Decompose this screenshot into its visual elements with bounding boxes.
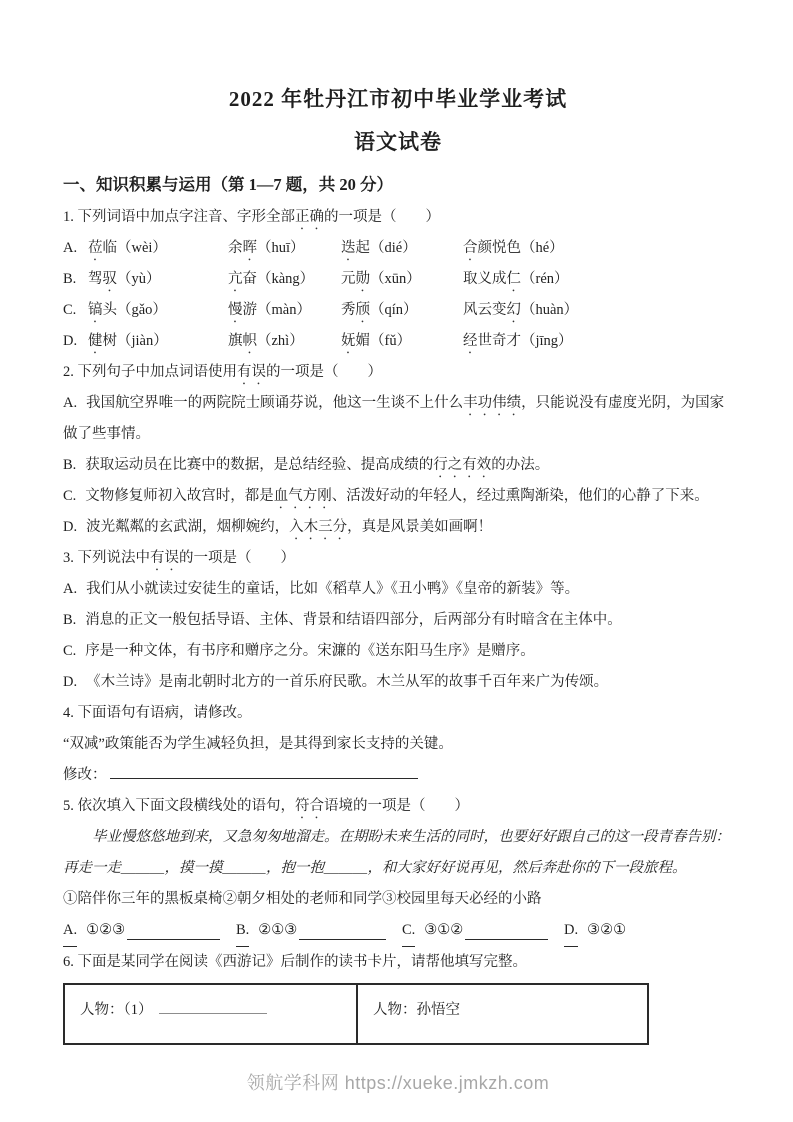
option-item: 亢奋（kàng） [228,271,315,287]
q5-items-line: ①陪伴你三年的黑板桌椅②朝夕相处的老师和同学③校园里每天必经的小路 [63,891,542,907]
option-text: 我国航空界唯一的两院院士顾诵芬说，他这一生谈不上什么丰功伟绩，只能说没有虚度光阴，为国家做了些事情。 [63,395,725,442]
option-item: 迭起（dié） [341,240,417,256]
option-label: B. [63,457,77,473]
q2-stem: 2. 下列句子中加点词语使用有误的一项是（ ） [63,364,382,380]
option-item: 余晖（huī） [228,240,305,256]
q1-option-row-d [63,326,733,357]
q3-stem: 3. 下列说法中有误的一项是（ ） [63,550,295,566]
q4-revise-line [63,760,733,791]
q6-reading-card [63,983,649,1045]
option-trail-line [465,915,548,940]
option-label: A. [63,581,78,597]
q4-revise-label: 修改： [63,767,107,783]
option-label: C. [63,643,77,659]
option-item: 妩媚（fǔ） [341,333,412,349]
option-label: D. [564,915,578,947]
q1-option-row-a [63,233,733,264]
option-item: 镐头（gǎo） [88,302,167,318]
q3-option-b [63,605,733,636]
option-label: D. [63,333,78,349]
q2-option-b [63,450,733,481]
q5-options-row [63,915,733,947]
option-text: 消息的正文一般包括导语、主体、背景和结语四部分，后两部分有时暗含在主体中。 [85,612,622,628]
option-item: 取义成仁（rén） [463,271,569,287]
option-label: B. [63,612,77,628]
option-label: C. [63,302,77,318]
option-label: A. [63,915,77,947]
option-label: C. [402,915,415,947]
q6-card-left-label: 人物：（1） [80,1002,153,1018]
exam-title: 2022 年牡丹江市初中毕业学业考试 [228,87,568,111]
option-label: A. [63,240,78,256]
q5-stem: 5. 依次填入下面文段横线处的语句，符合语境的一项是（ ） [63,798,469,814]
q3-option-d [63,667,733,698]
option-label: D. [63,674,78,690]
option-text: 文物修复师初入故宫时，都是血气方刚、活泼好动的年轻人，经过熏陶渐染，他们的心静了下来。 [85,488,709,504]
q6-card-right-cell [356,985,647,1043]
q3-option-a [63,574,733,605]
option-item: 莅临（wèi） [88,240,167,256]
q4-stem: 4. 下面语句有语病，请修改。 [63,705,252,721]
option-text: 序是一种文体，有书序和赠序之分。宋濂的《送东阳马生序》是赠序。 [85,643,535,659]
q5-paragraph: 毕业慢悠悠地到来，又急匆匆地溜走。在期盼未来生活的同时，也要好好跟自己的这一段青春告别：再走一走＿＿＿，摸一摸＿＿＿，抱一抱＿＿＿，和大家好好说再见，然后奔赴你的下一段旅程。 [63,829,730,876]
option-label: A. [63,395,78,411]
q1-option-row-c [63,295,733,326]
q6-stem: 6. 下面是某同学在阅读《西游记》后制作的读书卡片，请帮他填写完整。 [63,954,527,970]
q6-card-right-text: 人物：孙悟空 [373,1002,460,1018]
option-item: 秀颀（qín） [341,302,418,318]
option-text: 获取运动员在比赛中的数据，是总结经验、提高成绩的行之有效的办法。 [85,457,550,473]
option-label: C. [63,488,77,504]
option-text: 我们从小就读过安徒生的童话，比如《稻草人》《丑小鸭》《皇帝的新装》等。 [86,581,580,597]
option-item: 风云变幻（huàn） [463,302,579,318]
option-item: 驾驭（yù） [88,271,161,287]
q4-sentence: “双减”政策能否为学生减轻负担，是其得到家长支持的关键。 [63,736,453,752]
q2-option-a [63,388,733,450]
exam-subtitle: 语文试卷 [354,130,442,154]
option-trail-line [127,915,220,940]
exam-body [63,202,733,1045]
option-item: 合颜悦色（hé） [463,240,564,256]
option-text: ③②① [587,922,627,938]
q5-option-c [402,915,564,947]
option-trail-line [299,915,386,940]
q6-card-left-cell [65,985,356,1043]
q3-option-c [63,636,733,667]
q6-card-blank-line [159,1002,267,1014]
option-text: 《木兰诗》是南北朝时北方的一首乐府民歌。木兰从军的故事千百年来广为传颂。 [86,674,609,690]
section-heading: 一、知识积累与运用（第 1—7 题，共 20 分） [63,175,393,194]
option-text: 波光粼粼的玄武湖，烟柳婉约，入木三分，真是风景美如画啊！ [86,519,493,535]
option-text: ③①② [424,922,464,938]
option-item: 慢游（màn） [228,302,311,318]
q5-option-a [63,915,236,947]
option-item: 健树（jiàn） [88,333,168,349]
footer-watermark: 领航学科网 https://xueke.jmkzh.com [246,1073,550,1093]
option-label: B. [236,915,249,947]
q1-stem: 1. 下列词语中加点字注音、字形全部正确的一项是（ ） [63,209,440,225]
option-item: 旗帜（zhì） [228,333,304,349]
option-label: B. [63,271,77,287]
q1-option-row-b [63,264,733,295]
option-item: 经世奇才（jīng） [463,333,573,349]
q5-option-b [236,915,402,947]
option-label: D. [63,519,78,535]
q2-option-c [63,481,733,512]
option-item: 元勋（xūn） [341,271,421,287]
q2-option-d [63,512,733,543]
option-text: ②①③ [258,922,298,938]
q4-answer-line [110,765,418,779]
option-text: ①②③ [86,922,126,938]
q5-option-d [564,915,733,947]
